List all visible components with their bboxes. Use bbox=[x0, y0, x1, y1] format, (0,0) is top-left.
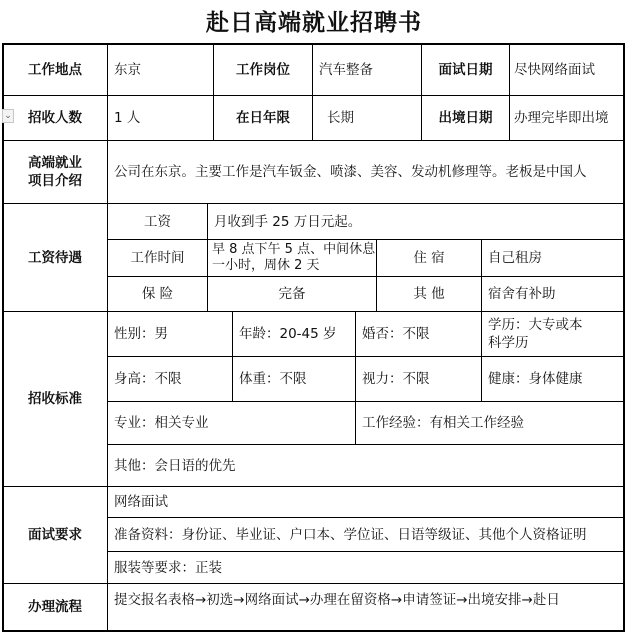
interview-date-label: 面试日期 bbox=[438, 61, 493, 78]
departure-value: 办理完毕即出境 bbox=[514, 110, 609, 126]
page-title: 赴日高端就业招聘书 bbox=[206, 10, 422, 36]
work-location-label: 工作地点 bbox=[28, 61, 82, 78]
salary-label: 工资待遇 bbox=[28, 249, 82, 266]
position-label: 工作岗位 bbox=[236, 61, 290, 78]
vision-value: 视力：不限 bbox=[362, 371, 430, 387]
major-value: 专业：相关专业 bbox=[114, 415, 209, 431]
standards-label: 招收标准 bbox=[28, 391, 82, 407]
project-text: 公司在东京。主要工作是汽车钣金、喷漆、美容、发动机修理等。老板是中国人 bbox=[114, 164, 587, 180]
hours-label: 工作时间 bbox=[130, 250, 185, 266]
process-label: 办理流程 bbox=[28, 599, 82, 615]
interview-date-value: 尽快网络面试 bbox=[514, 61, 595, 78]
housing-value: 自己租房 bbox=[488, 250, 542, 266]
weight-value: 体重：不限 bbox=[239, 371, 307, 387]
interview-dress: 服装等要求：正装 bbox=[114, 559, 222, 576]
marriage-value: 婚否：不限 bbox=[362, 326, 430, 342]
height-value: 身高：不限 bbox=[114, 371, 182, 387]
housing-label: 住 宿 bbox=[413, 250, 445, 266]
recruit-count-label: 招收人数 bbox=[28, 110, 82, 126]
departure-label: 出境日期 bbox=[438, 110, 493, 126]
standards-other-value: 其他：会日语的优先 bbox=[114, 457, 236, 474]
other-value: 宿舍有补助 bbox=[488, 286, 556, 302]
position-value: 汽车整备 bbox=[319, 61, 373, 78]
insurance-label: 保 险 bbox=[141, 286, 174, 302]
interview-method: 网络面试 bbox=[114, 494, 168, 510]
process-steps: 提交报名表格→初选→网络面试→办理在留资格→申请签证→出境安排→赴日 bbox=[114, 592, 560, 608]
health-value: 健康：身体健康 bbox=[488, 371, 583, 387]
experience-value: 工作经验：有相关工作经验 bbox=[362, 415, 524, 431]
insurance-value: 完备 bbox=[278, 286, 306, 302]
chevron-down-icon[interactable]: ⌄ bbox=[2, 109, 14, 123]
gender-value: 性别：男 bbox=[114, 326, 168, 342]
education-value: 学历：大专或本科学历 bbox=[488, 317, 583, 351]
other-label: 其 他 bbox=[413, 286, 445, 302]
interview-documents: 准备资料：身份证、毕业证、户口本、学位证、日语等级证、其他个人资格证明 bbox=[114, 526, 587, 543]
years-value: 长期 bbox=[327, 110, 354, 126]
wage-label: 工资 bbox=[144, 213, 171, 230]
recruit-count-value: 1 人 bbox=[114, 110, 141, 126]
age-value: 年龄：20-45 岁 bbox=[239, 326, 337, 342]
project-label: 高端就业项目介绍 bbox=[28, 155, 82, 189]
work-location-value: 东京 bbox=[114, 61, 141, 78]
hours-value: 早 8 点下午 5 点、中间休息一小时，周休 2 天 bbox=[212, 242, 376, 273]
wage-value: 月收到手 25 万日元起。 bbox=[214, 213, 362, 230]
interview-label: 面试要求 bbox=[28, 527, 82, 543]
years-label: 在日年限 bbox=[236, 110, 290, 126]
